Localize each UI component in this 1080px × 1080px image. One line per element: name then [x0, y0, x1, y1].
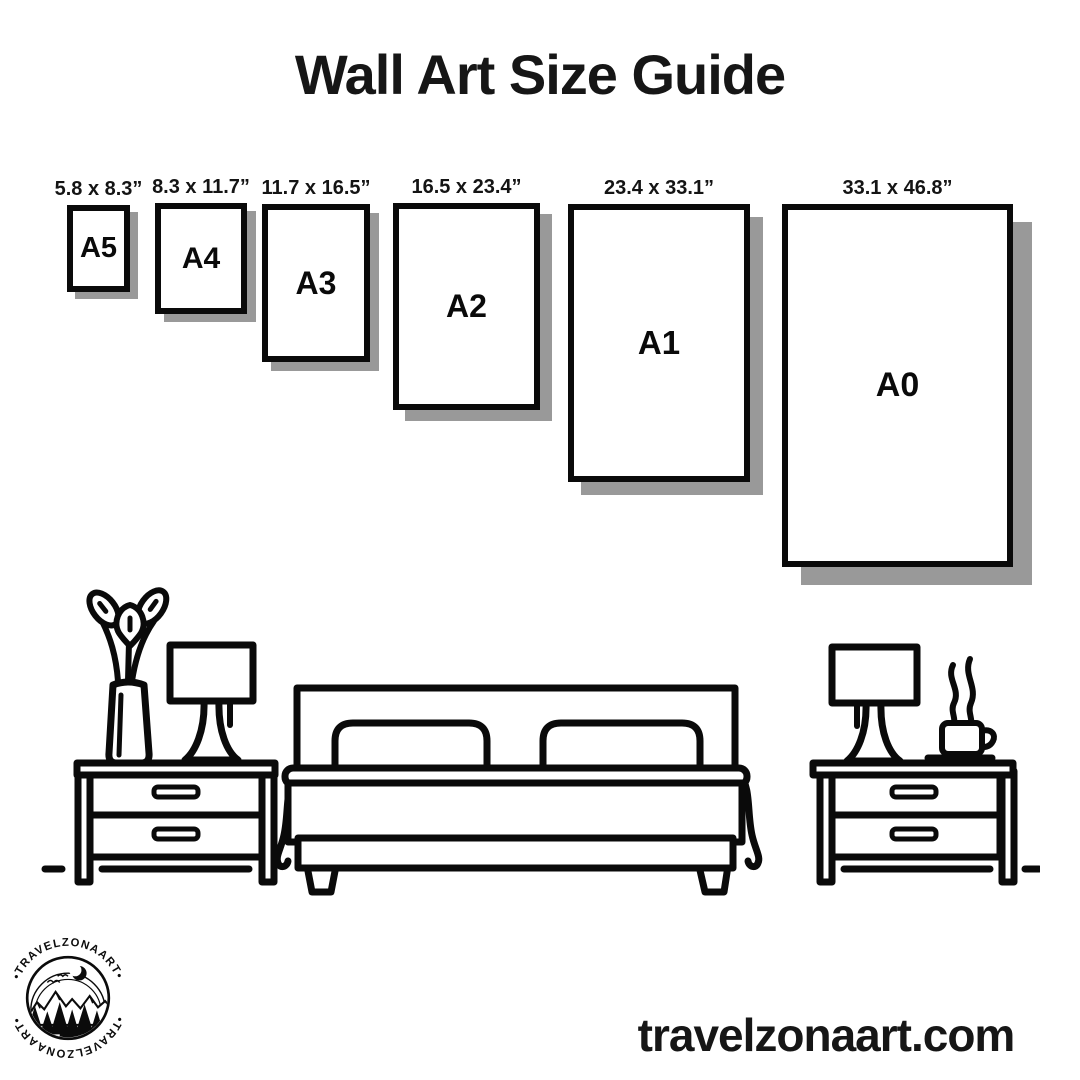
logo-text-top: •TRAVELZONAART•	[10, 936, 126, 982]
logo-text-bottom: •TRAVELZONAART•	[10, 1014, 126, 1060]
size-frame-a0	[782, 177, 1013, 567]
size-name-a1: A1	[637, 324, 681, 361]
size-name-a4: A4	[181, 241, 221, 275]
size-dimensions-a5: 5.8 x 8.3”	[54, 178, 143, 200]
size-name-a2: A2	[446, 288, 487, 324]
bedroom-illustration	[40, 585, 1040, 905]
page-title: Wall Art Size Guide	[294, 43, 786, 106]
size-dimensions-a1: 23.4 x 33.1”	[603, 177, 715, 199]
drawer-handle	[892, 787, 936, 797]
size-dimensions-a3: 11.7 x 16.5”	[261, 177, 371, 199]
pillow-right	[543, 723, 700, 771]
size-name-a0: A0	[875, 366, 920, 404]
coffee-cup-icon	[928, 659, 994, 758]
website-url: travelzonaart.com	[637, 1009, 1015, 1061]
drawer-handle	[154, 787, 198, 797]
pillow-left	[335, 723, 487, 771]
size-name-a5: A5	[79, 232, 118, 264]
drawer-handle	[892, 829, 936, 839]
size-frame-a4	[152, 176, 250, 314]
size-name-a3: A3	[295, 264, 337, 301]
size-frame-a2	[393, 176, 540, 410]
plant-vase-icon	[84, 585, 172, 763]
mattress	[288, 783, 742, 842]
size-frame-a1	[568, 177, 750, 482]
lamp-right-icon	[832, 647, 917, 761]
size-dimensions-a2: 16.5 x 23.4”	[411, 176, 522, 198]
nightstand-right-icon	[813, 763, 1014, 882]
bed-base	[298, 838, 733, 868]
size-frame-a3	[261, 177, 371, 362]
nightstand-left-icon	[77, 763, 275, 882]
lamp-left-icon	[170, 645, 253, 760]
bed-icon	[277, 688, 759, 892]
drawer-handle	[154, 829, 198, 839]
size-dimensions-a0: 33.1 x 46.8”	[842, 177, 953, 199]
size-frame-a5	[54, 178, 143, 292]
brand-logo	[6, 936, 130, 1060]
size-dimensions-a4: 8.3 x 11.7”	[152, 176, 250, 198]
